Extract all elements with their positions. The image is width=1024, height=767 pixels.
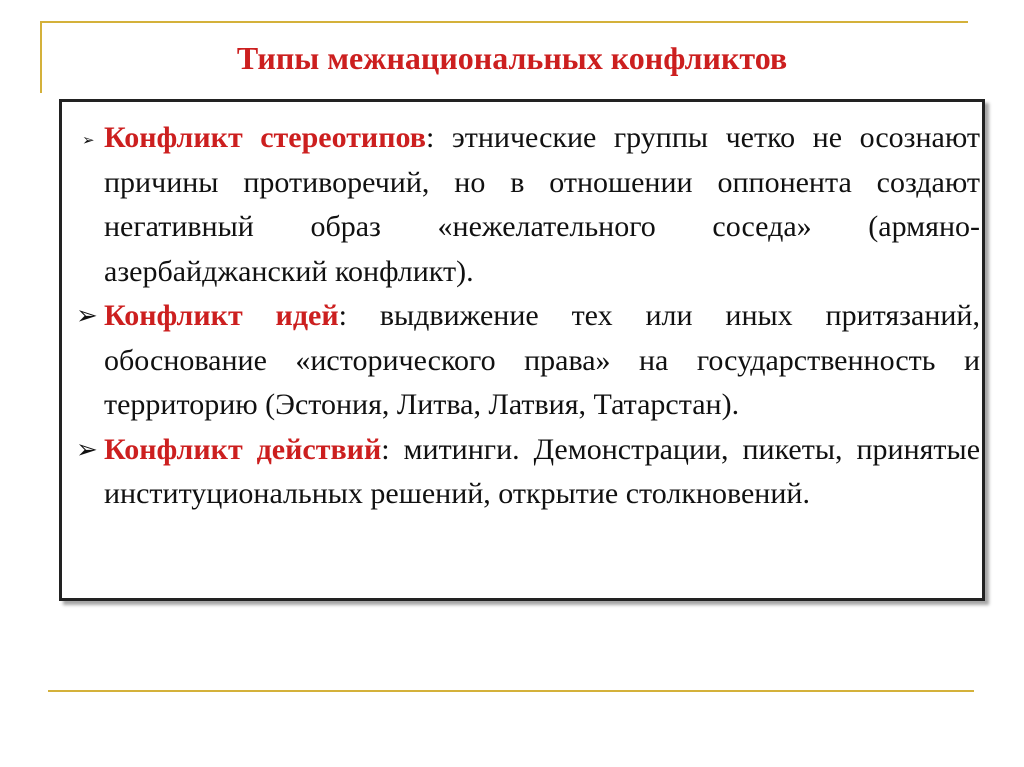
bullet-text: выдвижение тех или иных притязаний, обоснование «исторического права» на государственность и территорию (Эстония, Литва, Латвия, Татарстан). <box>104 299 980 421</box>
bullet-term: Конфликт действий <box>104 432 382 466</box>
top-decorative-rule <box>40 21 968 23</box>
bullet-item-actions <box>74 428 980 517</box>
arrow-bullet-icon: ➢ <box>76 301 98 331</box>
bullet-text: митинги. Демонстрации, пикеты, принятые институциональных решений, открытие столкновений. <box>104 432 981 510</box>
bullet-separator: : <box>381 432 390 466</box>
slide-title: Типы межнациональных конфликтов <box>236 40 788 76</box>
bullet-term: Конфликт идей <box>104 299 339 332</box>
bullet-text: этнические группы четко не осознают причины противоречий, но в отношении оппонента создают негативный образ «нежелательного соседа» (армяно-азербайджанский конфликт). <box>104 121 980 288</box>
bottom-decorative-rule <box>48 690 974 692</box>
arrow-bullet-icon: ➢ <box>82 131 95 149</box>
bullet-separator: : <box>425 121 435 154</box>
content-box <box>59 99 985 601</box>
bullet-item-ideas <box>74 294 980 428</box>
bullet-separator: : <box>338 299 347 332</box>
bullet-item-stereotypes <box>74 116 980 294</box>
bullet-term: Конфликт стереотипов <box>104 121 426 154</box>
bullet-list <box>74 116 980 517</box>
arrow-bullet-icon: ➢ <box>76 434 98 465</box>
